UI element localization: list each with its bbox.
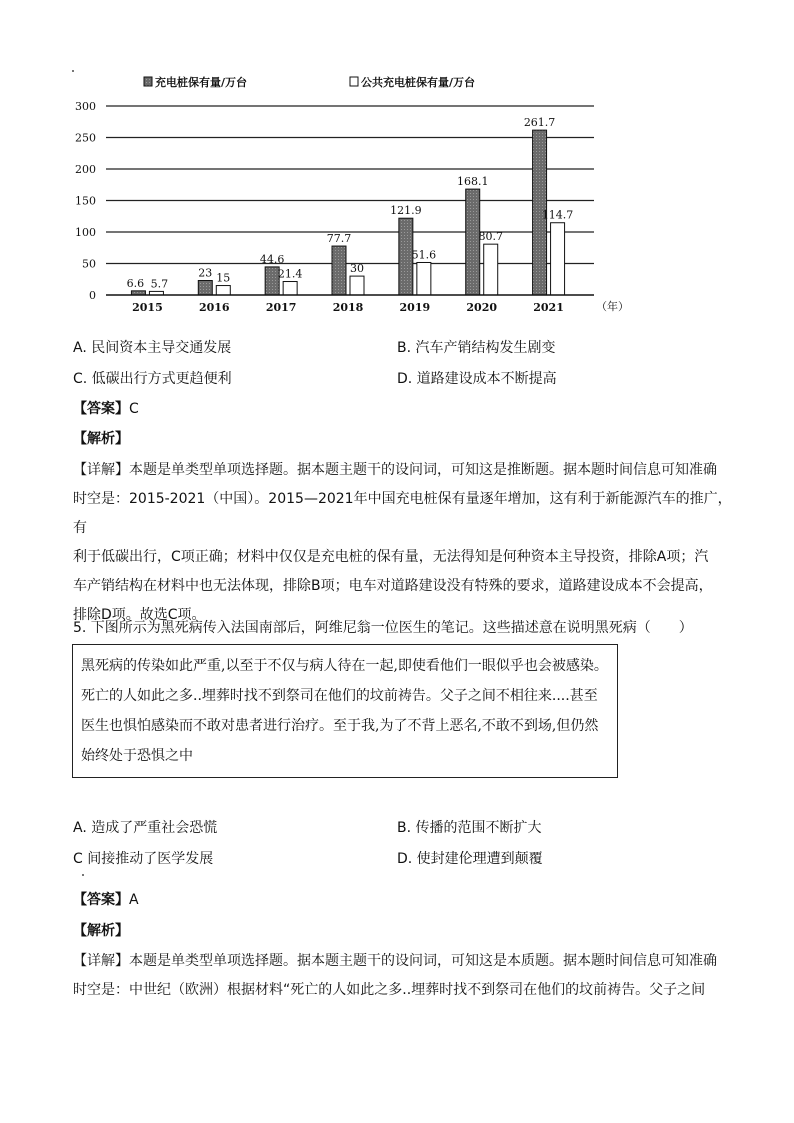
data-label-series1: 44.6 [259,252,285,266]
data-label-series1: 261.7 [523,116,556,130]
charging-pile-chart [62,70,629,325]
x-tick-label: 2016 [198,301,230,314]
q5-option-b[interactable]: B. 传播的范围不断扩大 [397,820,542,836]
y-tick-label: 150 [75,194,96,208]
legend-label: 公共充电桩保有量/万台 [361,76,476,89]
q4-detail-line-2: 时空是：2015-2021（中国）。2015—2021年中国充电桩保有量逐年增加，这有利于新能源汽车的推广，有 [73,491,732,536]
q5-option-c[interactable]: C 间接推动了医学发展 [73,851,214,867]
data-label-series1: 121.9 [390,204,422,218]
bar-series1 [198,281,212,295]
q4-detail-line-3: 利于低碳出行，C项正确；材料中仅仅是充电桩的保有量，无法得知是何种资本主导投资，排除A项；汽 [73,549,709,565]
q5-option-d[interactable]: D. 使封建伦理遭到颠覆 [397,851,543,867]
y-tick-label: 100 [75,226,96,239]
x-tick-label: 2021 [533,301,564,314]
data-label-series1: 23 [198,266,213,280]
data-label-series2: 51.6 [411,248,437,262]
data-label-series2: 80.7 [478,230,503,244]
y-tick-label: 50 [82,257,96,271]
data-label-series2: 114.7 [541,208,574,222]
chart-svg [62,70,629,325]
y-tick-label: 250 [75,131,96,145]
q5-quote-box [72,644,618,778]
data-label-series2: 30 [350,262,364,276]
quote-line-3: 医生也惧怕感染而不敢对患者进行治疗。至于我,为了不背上恶名,不敢不到场,但仍然 [81,718,599,734]
q5-analysis-label: 【解析】 [73,923,129,939]
q5-answer [73,891,139,909]
legend-label: 充电桩保有量/万台 [155,76,248,89]
data-label-series1: 6.6 [126,276,145,290]
x-tick-label: 2018 [332,301,364,314]
bar-series2 [484,244,498,295]
legend-swatch-series2 [350,77,358,86]
q5-detail [73,947,733,1005]
answer-value: C [129,401,139,417]
quote-line-4: 始终处于恐惧之中 [81,748,193,764]
q4-detail-line-1: 【详解】本题是单类型单项选择题。据本题主题干的设问词，可知这是推断题。据本题时间信息可知准确 [73,462,717,478]
q5-detail-line-2: 时空是：中世纪（欧洲）根据材料“死亡的人如此之多..埋葬时找不到祭司在他们的坟前祷告。父子之间 [73,982,706,998]
quote-line-2: 死亡的人如此之多..埋葬时找不到祭司在他们的坟前祷告。父子之间不相往来....甚至 [81,688,598,704]
q5-stem: 5. 下图所示为黑死病传入法国南部后，阿维尼翁一位医生的笔记。这些描述意在说明黑死病（ ） [73,620,693,636]
scan-speck [82,874,84,876]
legend-swatch-series1 [144,77,152,86]
q4-option-b[interactable]: B. 汽车产销结构发生剧变 [397,340,556,356]
q5-option-a[interactable]: A. 造成了严重社会恐慌 [73,820,218,836]
q4-option-a[interactable]: A. 民间资本主导交通发展 [73,340,232,356]
bar-series2 [283,282,297,295]
data-label-series1: 168.1 [456,175,489,189]
q4-detail-line-4: 车产销结构在材料中也无法体现，排除B项；电车对道路建设没有特殊的要求，道路建设成本不会提高， [73,578,713,594]
answer-label: 【答案】 [73,401,129,417]
y-tick-label: 300 [75,100,96,113]
bar-series2 [216,286,230,295]
q4-analysis-label: 【解析】 [73,431,129,447]
bar-series2 [350,276,364,295]
x-tick-label: 2019 [399,301,431,314]
x-tick-label: 2015 [132,301,163,314]
q4-detail-line-5: 排除D项。故选C项。 [73,607,206,623]
x-axis-label: （年） [596,300,629,313]
y-tick-label: 0 [89,289,96,302]
q4-option-c[interactable]: C. 低碳出行方式更趋便利 [73,371,232,387]
x-tick-label: 2017 [265,301,297,314]
answer-label: 【答案】 [73,892,129,908]
data-label-series2: 21.4 [277,267,303,281]
answer-value: A [129,892,139,908]
bar-series2 [551,223,565,295]
bar-series2 [417,262,431,295]
q5-detail-line-1: 【详解】本题是单类型单项选择题。据本题主题干的设问词，可知这是本质题。据本题时间信息可知准确 [73,953,717,969]
data-label-series2: 5.7 [150,277,169,291]
data-label-series1: 77.7 [326,232,352,246]
quote-line-1: 黑死病的传染如此严重,以至于不仅与病人待在一起,即使看他们一眼似乎也会被感染。 [81,658,608,674]
q4-answer [73,400,139,418]
bar-series1 [332,246,346,295]
data-label-series2: 15 [216,271,231,285]
x-tick-label: 2020 [466,301,498,314]
q4-detail [73,456,733,630]
q4-option-d[interactable]: D. 道路建设成本不断提高 [397,371,557,387]
y-tick-label: 200 [75,163,96,176]
